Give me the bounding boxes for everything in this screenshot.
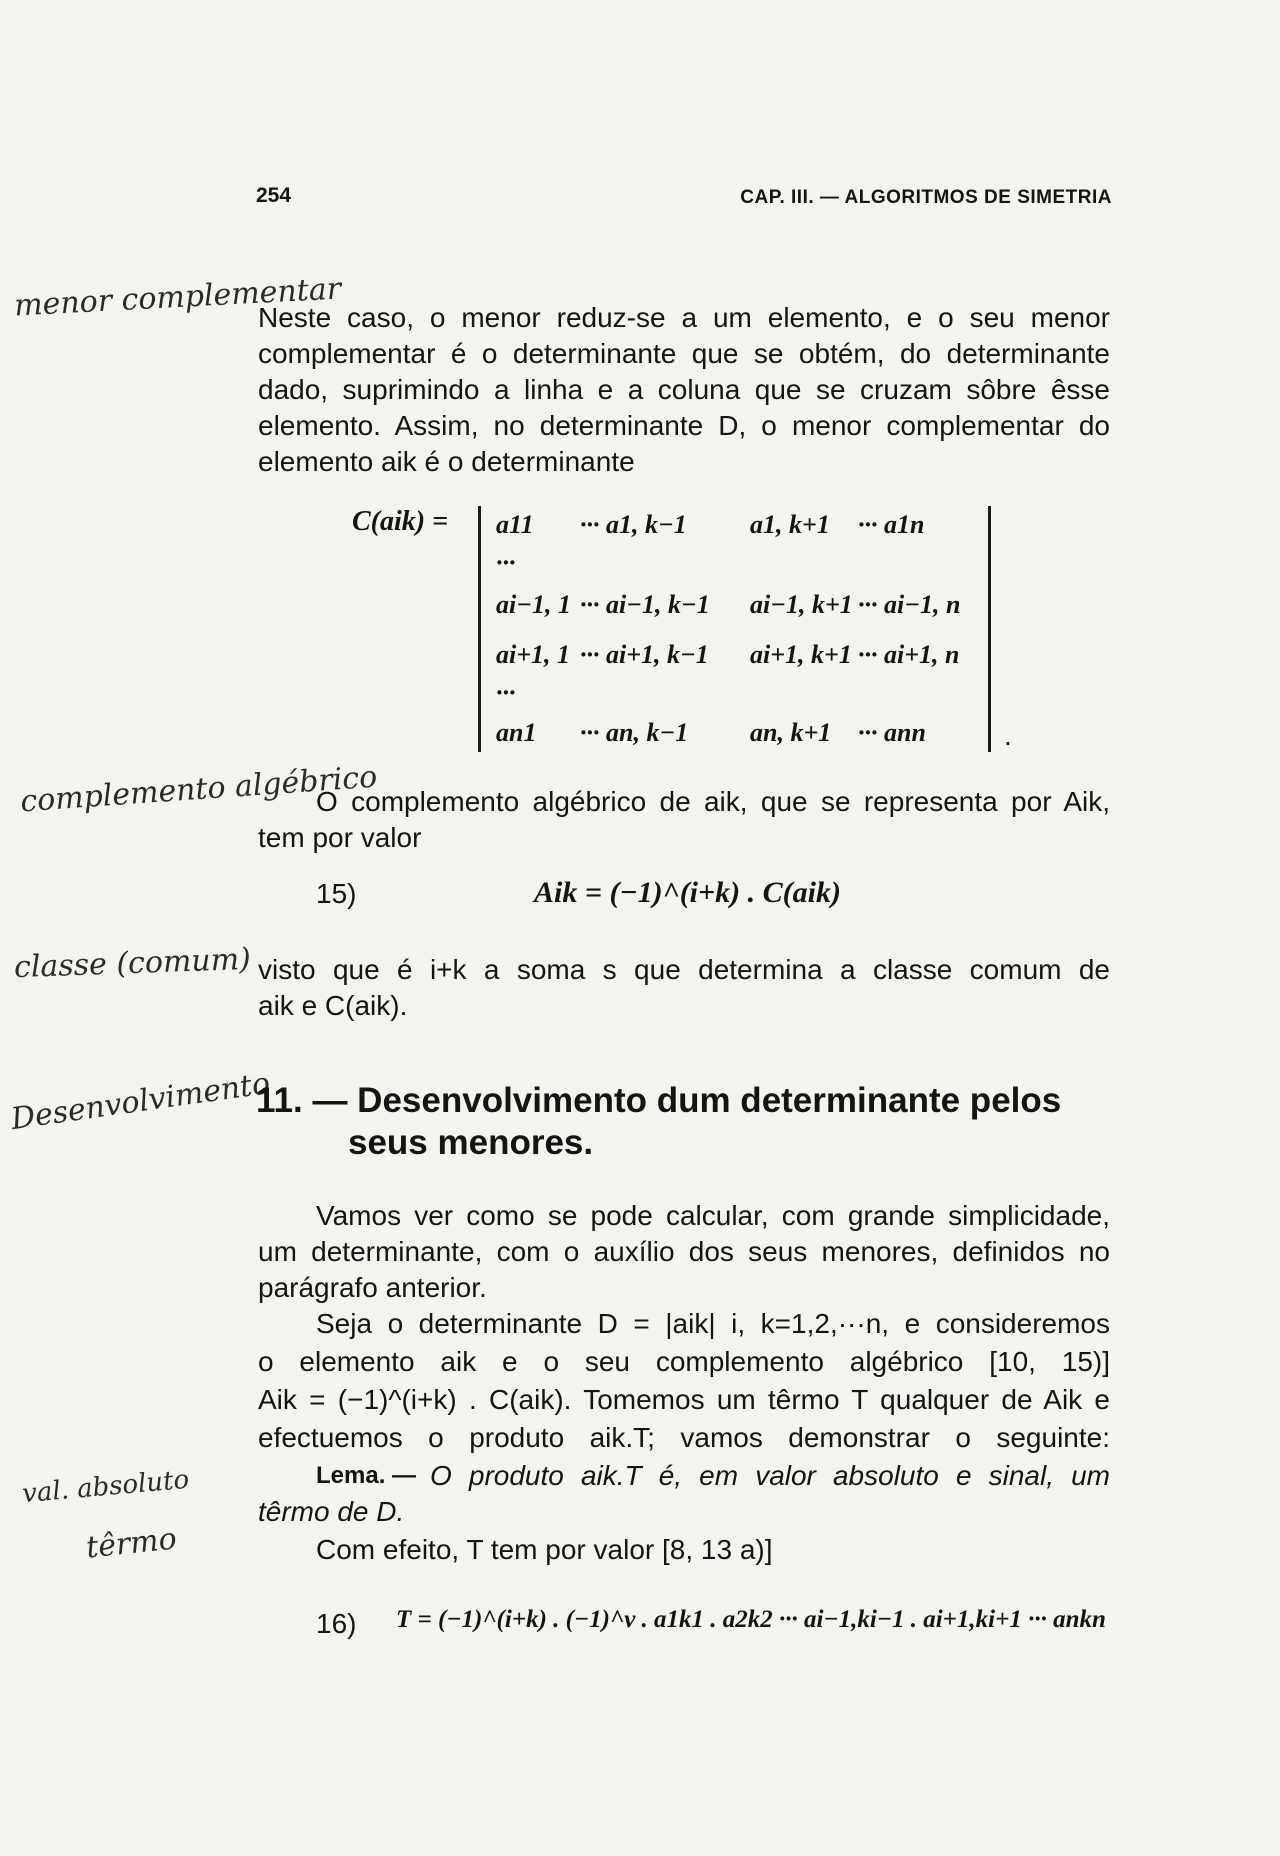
para5-line2: o elemento aik e o seu complemento algébrico [10, 15)] [258, 1346, 1110, 1377]
margin-note-termo: têrmo [84, 1521, 179, 1566]
determinant-left-bar [478, 506, 481, 752]
para5-line4: efectuemos o produto aik.T; vamos demonstrar o seguinte: [258, 1422, 1110, 1453]
para2-line2: tem por valor [258, 822, 422, 853]
det-cell: an, k+1 [750, 718, 832, 747]
det-cell: ai−1, 1 [496, 590, 571, 619]
det-cell: ··· ai−1, k−1 [580, 590, 710, 619]
para4-line3: parágrafo anterior. [258, 1272, 487, 1303]
para1-line4: elemento. Assim, no determinante D, o menor complementar do [258, 410, 1110, 441]
equation-16: T = (−1)^(i+k) . (−1)^v . a1k1 . a2k2 ··· ai−1,ki−1 . ai+1,ki+1 ··· ankn [396, 1606, 1106, 1633]
section-heading-line2: seus menores. [348, 1123, 594, 1162]
det-cell: ai+1, 1 [496, 640, 571, 669]
det-cell: ··· ann [858, 718, 926, 747]
para1-line5: elemento aik é o determinante [258, 446, 635, 477]
margin-note-complemento-algebrico: complemento algébrico [19, 759, 379, 820]
equation-15: Aik = (−1)^(i+k) . C(aik) [534, 876, 841, 909]
determinant-right-bar [988, 506, 991, 752]
para3-line2: aik e C(aik). [258, 990, 408, 1021]
margin-note-classe: classe (comum) [13, 941, 252, 986]
para3-line1: visto que é i+k a soma s que determina a classe comum de [258, 954, 1110, 985]
equation-15-number: 15) [316, 878, 357, 909]
margin-note-valor-absoluto: val. absoluto [21, 1464, 191, 1510]
chapter-header: CAP. III. — ALGORITMOS DE SIMETRIA [740, 187, 1112, 208]
margin-note-desenvolvimento: Desenvolvimento [8, 1066, 273, 1137]
det-cell: ··· [496, 678, 516, 707]
det-cell: ··· ai+1, n [858, 640, 960, 669]
det-cell: ··· an, k−1 [580, 718, 689, 747]
lemma-line2: têrmo de D. [258, 1496, 405, 1527]
para4-line2: um determinante, com o auxílio dos seus menores, definidos no [258, 1236, 1110, 1267]
det-cell: a11 [496, 510, 534, 539]
det-cell: ai+1, k+1 [750, 640, 852, 669]
para5-line1: Seja o determinante D = |aik| i, k=1,2,···n, e consideremos [316, 1308, 1110, 1339]
para1-line3: dado, suprimindo a linha e a coluna que se cruzam sôbre êsse [258, 374, 1110, 405]
det-cell: a1, k+1 [750, 510, 830, 539]
det-cell: ··· [496, 548, 516, 577]
det-cell: ··· ai−1, n [858, 590, 961, 619]
determinant-label: C(aik) = [352, 506, 449, 537]
para4-line1: Vamos ver como se pode calcular, com grande simplicidade, [316, 1200, 1110, 1231]
det-cell: ··· ai+1, k−1 [580, 640, 709, 669]
page-number: 254 [256, 184, 292, 207]
para5-line3: Aik = (−1)^(i+k) . C(aik). Tomemos um têrmo T qualquer de Aik e [258, 1384, 1110, 1415]
det-cell: ··· a1n [858, 510, 925, 539]
determinant-period: . [1004, 720, 1012, 751]
det-cell: an1 [496, 718, 537, 747]
det-cell: ai−1, k+1 [750, 590, 853, 619]
det-cell: ··· a1, k−1 [580, 510, 687, 539]
equation-16-number: 16) [316, 1608, 357, 1639]
para1-line1: Neste caso, o menor reduz-se a um elemento, e o seu menor [258, 302, 1110, 333]
lemma-label: Lema. — [316, 1462, 417, 1489]
para2-line1: O complemento algébrico de aik, que se representa por Aik, [316, 786, 1110, 817]
para6-line1: Com efeito, T tem por valor [8, 13 a)] [316, 1534, 773, 1565]
section-heading-line1: 11. — Desenvolvimento dum determinante pelos [256, 1081, 1062, 1120]
lemma-line1: O produto aik.T é, em valor absoluto e sinal, um [430, 1460, 1110, 1491]
margin-note-menor-complementar: menor complementar [13, 271, 342, 324]
para1-line2: complementar é o determinante que se obtém, do determinante [258, 338, 1110, 369]
